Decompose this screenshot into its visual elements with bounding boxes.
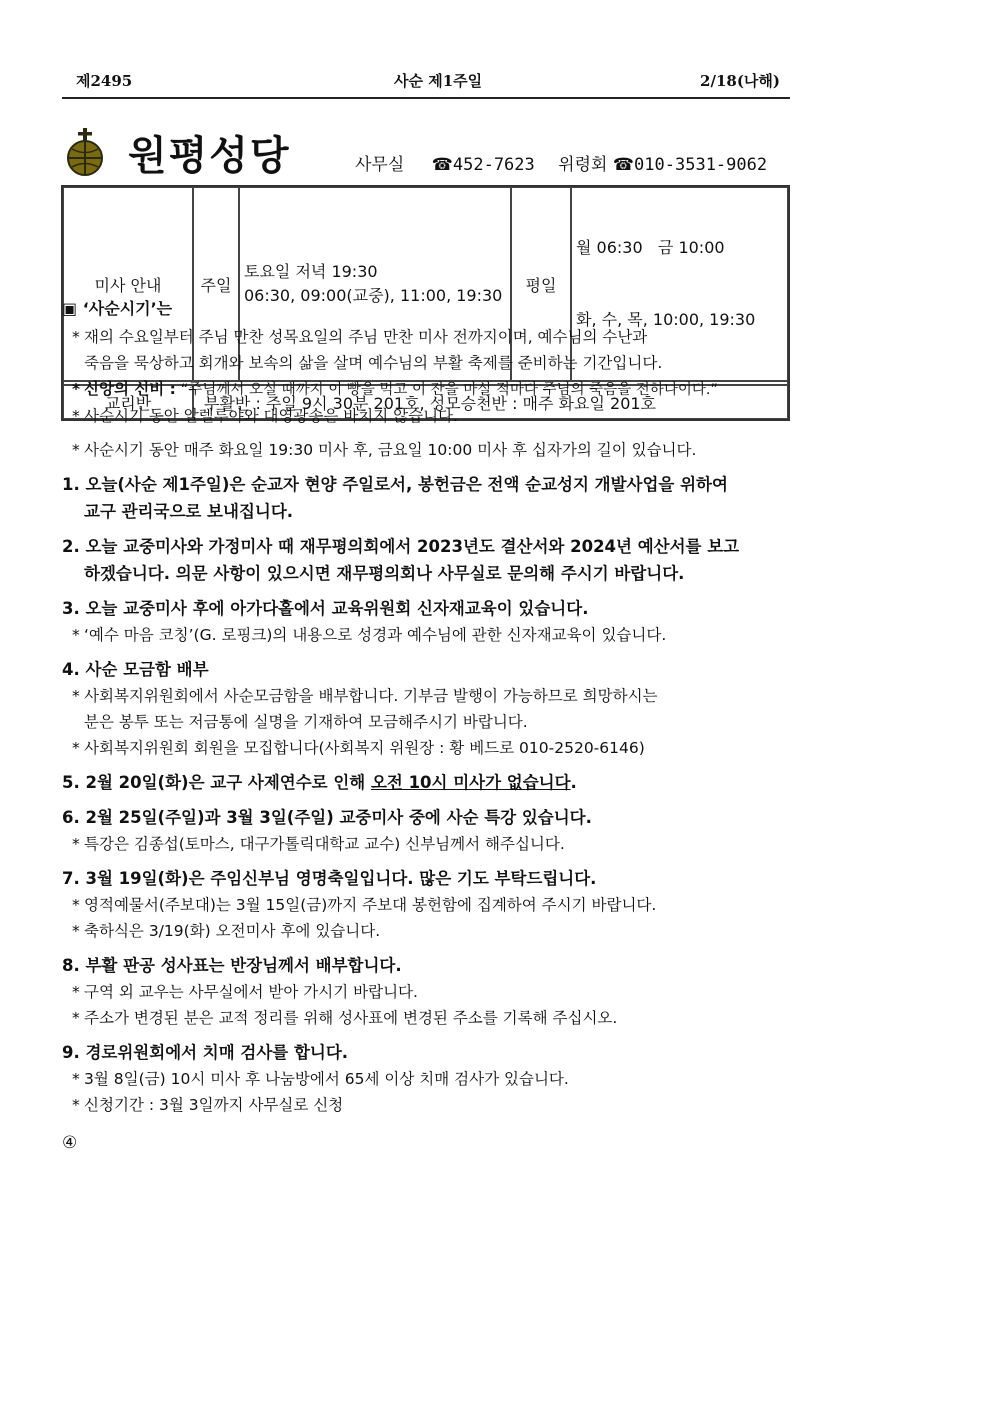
notice-7: 7. 3월 19일(화)은 주임신부님 영명축일입니다. 많은 기도 부탁드립니다. * 영적예물서(주보대)는 3월 15일(금)까지 주보대 봉헌함에 집계하여 주시기 바랍니다. * 축하식은 3/19(화) 오전미사 후에 있습니다. (62, 869, 657, 940)
notice-9: 9. 경로위원회에서 치매 검사를 합니다. * 3월 8일(금) 10시 미사 후 나눔방에서 65세 이상 치매 검사가 있습니다. * 신청기간 : 3월 3일까지 사무실로 신청 (62, 1043, 569, 1114)
office-phone: 452-7623 (452, 155, 535, 175)
mass-label: 미사 안내 (63, 187, 193, 381)
notice-1: 1. 오늘(사순 제1주일)은 순교자 현양 주일로서, 봉헌금은 전액 순교성지 개발사업을 위하여 교구 관리국으로 보내집니다. (62, 475, 728, 521)
phone-icon: ☎ (431, 155, 453, 175)
committee-phone: 010-3531-9062 (634, 155, 768, 175)
lent-mystery-note: * 신앙의 신비 : “주님께서 오실 때까지 이 빵을 먹고 이 잔을 마실 적마다 주님의 죽음을 전하나이다.” (72, 380, 718, 398)
page-header (62, 70, 790, 94)
weekday-label: 평일 (511, 187, 571, 381)
liturgical-week: 사순 제1주일 (394, 72, 483, 90)
class-schedule: 부활반 : 주일 9시 30분 201호, 성모승천반 : 매주 화요일 201호 (193, 385, 788, 419)
sunday-label: 주일 (193, 187, 239, 381)
notice-6: 6. 2월 25일(주일)과 3월 3일(주일) 교중미사 중에 사순 특강 있습니다. * 특강은 김종섭(토마스, 대구가톨릭대학교 교수) 신부님께서 해주십니다. (62, 808, 592, 853)
sunday-times-line2: 06:30, 09:00(교중), 11:00, 19:30 (244, 286, 503, 305)
phone-icon: ☎ (612, 155, 635, 175)
section-marker-icon: ▣ (62, 299, 78, 318)
class-label: 교리반 (63, 385, 193, 419)
notice-5: 5. 2월 20일(화)은 교구 사제연수로 인해 오전 10시 미사가 없습니다. (62, 773, 577, 792)
church-logo-icon (64, 128, 106, 176)
committee-label: 위령회 (558, 155, 608, 175)
issue-number: 제2495 (76, 72, 133, 90)
weekday-times-line2: 화, 수, 목, 10:00, 19:30 (576, 310, 756, 329)
lent-note: * 재의 수요일부터 주님 만찬 성목요일의 주님 만찬 미사 전까지이며, 예수님의 수난과 죽음을 묵상하고 회개와 보속의 삶을 살며 예수님의 부활 축제를 준비하는 기간입니다. (72, 328, 663, 372)
lent-note: * 사순시기 동안 매주 화요일 19:30 미사 후, 금요일 10:00 미사 후 십자가의 길이 있습니다. (72, 441, 697, 459)
lent-note: * 사순시기 동안 알렐루야와 대영광송은 바치지 않습니다. (72, 407, 458, 425)
bulletin-date: 2/18(나해) (700, 72, 780, 90)
office-contact (355, 150, 767, 175)
sunday-times-line1: 토요일 저녁 19:30 (244, 262, 378, 281)
notice-4: 4. 사순 모금함 배부 * 사회복지위원회에서 사순모금함을 배부합니다. 기부금 발행이 가능하므로 희망하시는 분은 봉투 또는 저금통에 실명을 기재하여 모금해주시기 바랍니다. * 사회복지위원회 회원을 모집합니다(사회복지 위원장 : 황 베드로 010-2520-6146) (62, 660, 658, 757)
bulletin-content (62, 296, 797, 1156)
weekday-times-line1: 월 06:30 금 10:00 (576, 238, 725, 257)
office-label: 사무실 (355, 155, 405, 175)
church-name: 원평성당 (128, 133, 291, 179)
page-number-mark: ④ (62, 1133, 78, 1153)
header-divider (62, 97, 790, 99)
lent-section-title: ▣ ‘사순시기’는 (62, 299, 173, 318)
notice-8: 8. 부활 판공 성사표는 반장님께서 배부합니다. * 구역 외 교우는 사무실에서 받아 가시기 바랍니다. * 주소가 변경된 분은 교적 정리를 위해 성사표에 변경된 주소를 기록해 주십시오. (62, 956, 618, 1027)
notice-2: 2. 오늘 교중미사와 가정미사 때 재무평의회에서 2023년도 결산서와 2024년 예산서를 보고 하겠습니다. 의문 사항이 있으시면 재무평의회나 사무실로 문의해 주시기 바랍니다. (62, 537, 740, 583)
notice-3: 3. 오늘 교중미사 후에 아가다홀에서 교육위원회 신자재교육이 있습니다. * ‘예수 마음 코칭’(G. 로핑크)의 내용으로 성경과 예수님에 관한 신자재교육이 있습니다. (62, 599, 667, 644)
